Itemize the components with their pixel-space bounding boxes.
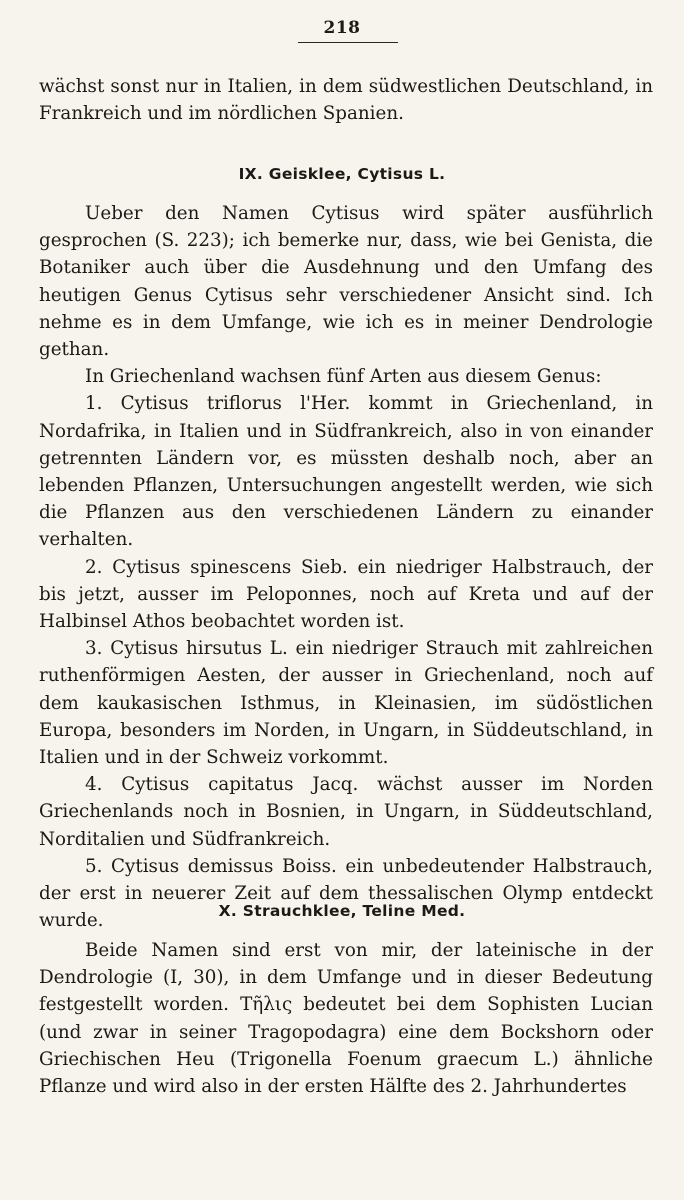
section-ix-paragraph-name: Ueber den Namen Cytisus wird später ausführlich gesprochen (S. 223); ich bemerke nur, dass, wie bei Genista, die Botaniker auch über die Ausdehnung und den Umfang des heutigen Genus Cytisus sehr verschiedener Ansicht sind. Ich nehme es in dem Umfange, wie ich es in meiner Dendrologie gethan. (39, 203, 653, 361)
section-ix-heading: IX. Geisklee, Cytisus L. (238, 165, 446, 183)
section-x-paragraph: Beide Namen sind erst von mir, der lateinische in der Dendrologie (I, 30), in dem Umfange und in dieser Bedeutung festgestellt worden. Τῆλις bedeutet bei dem Sophisten Lucian (und zwar in seiner Tragopodagra) eine dem Bockshorn oder Griechischen Heu (Trigonella Foenum graecum L.) ähnliche Pflanze und wird also in der ersten Hälfte des 2. Jahrhundertes (39, 940, 653, 1098)
species-item-5: 5. Cytisus demissus Boiss. ein unbedeutender Halbstrauch, der erst in neuerer Zeit auf dem thessalischen Olymp entdeckt wurde. (39, 855, 653, 932)
species-item-2: 2. Cytisus spinescens Sieb. ein niedriger Halbstrauch, der bis jetzt, ausser im Peloponnes, noch auf Kreta und auf der Halbinsel Athos beobachtet worden ist. (39, 556, 653, 633)
species-item-3: 3. Cytisus hirsutus L. ein niedriger Strauch mit zahlreichen ruthenförmigen Aesten, der ausser in Griechenland, noch auf dem kaukasischen Isthmus, in Kleinasien, im südöstlichen Europa, besonders im Norden, in Ungarn, in Süddeutschland, in Italien und in der Schweiz vorkommt. (39, 638, 653, 769)
intro-paragraph: wächst sonst nur in Italien, in dem südwestlichen Deutschland, in Frankreich und im nördlichen Spanien. (39, 76, 653, 125)
page-number: 218 (323, 18, 361, 38)
section-ix-body (39, 200, 653, 934)
page-number-rule (298, 42, 398, 43)
species-item-1: 1. Cytisus triflorus l'Her. kommt in Griechenland, in Nordafrika, in Italien und in Südfrankreich, also in von einander getrennten Ländern vor, es müssten deshalb noch, aber an lebenden Pflanzen, Untersuchungen angestellt werden, wie sich die Pflanzen aus den verschiedenen Ländern zu einander verhalten. (39, 393, 653, 551)
section-x-heading: X. Strauchklee, Teline Med. (218, 902, 466, 920)
intro-block (39, 73, 653, 127)
species-item-4: 4. Cytisus capitatus Jacq. wächst ausser im Norden Griechenlands noch in Bosnien, in Ungarn, in Süddeutschland, Norditalien und Südfrankreich. (39, 774, 653, 850)
section-ix-paragraph-species-intro: In Griechenland wachsen fünf Arten aus diesem Genus: (85, 366, 602, 388)
section-x-body (39, 937, 653, 1100)
